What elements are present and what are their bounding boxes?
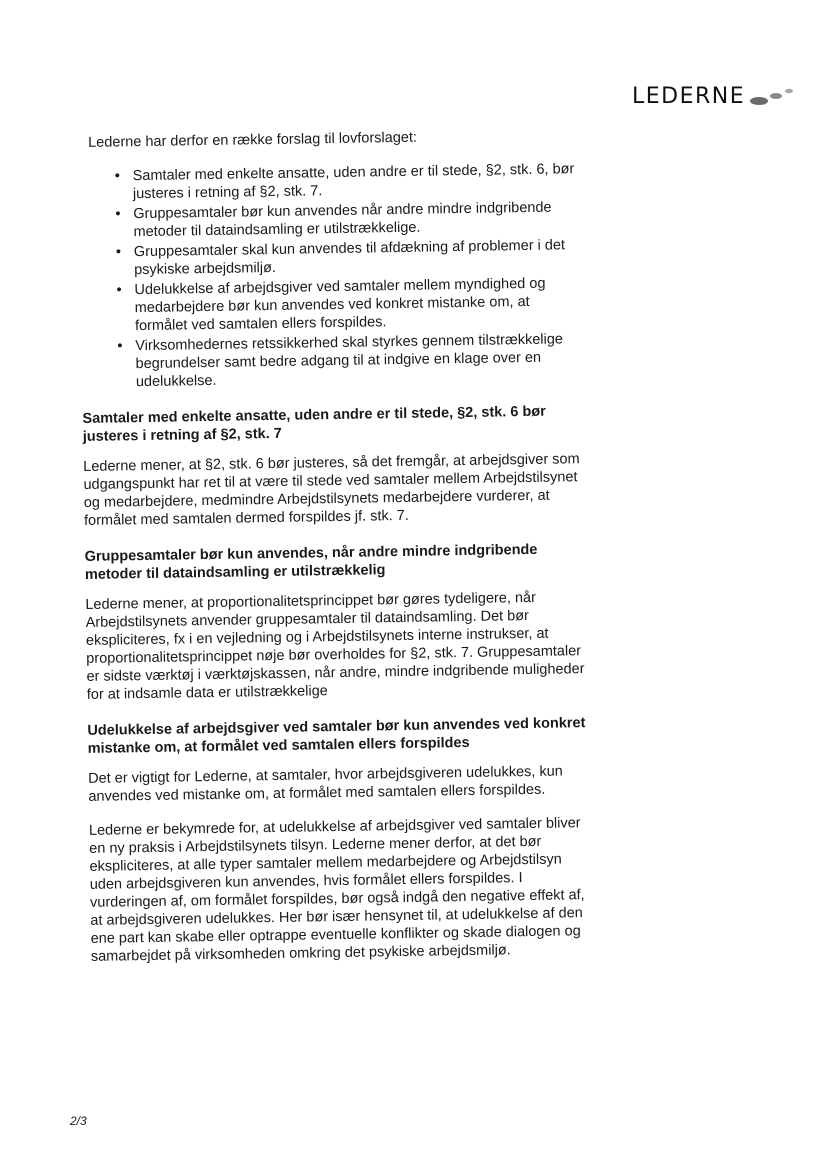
section-individual-interviews	[82, 402, 584, 530]
list-item-text: Udelukkelse af arbejdsgiver ved samtaler mellem myndighed og medarbejdere bør kun anvendes ved konkret mistanke om, at formålet ved samtalen ellers forspildes.	[134, 275, 546, 335]
list-item-text: Gruppesamtaler skal kun anvendes til afdækning af problemer i det psykiske arbejdsmiljø.	[133, 237, 566, 279]
section-paragraph: Lederne er bekymrede for, at udelukkelse af arbejdsgiver ved samtaler bliver en ny praksis i Arbejdstilsynets tilsyn. Lederne mener derfor, at det bør ekspliciteres, at alle typer samtaler mellem medarbejdere og Arbejdstilsyn uden arbejdsgiveren kun anvendes, hvis formålet ellers forspildes. I vurderingen af, om formålet forspildes, bør også indgå den negative effekt af, at arbejdsgiveren udelukkes. Her bør især hensynet til, at udelukkelse af den ene part kan skabe eller optrappe eventuelle konflikter og skade dialogen og samarbejdet på virksomheden omkring det psykiske arbejdsmiljø.	[88, 815, 585, 965]
section-paragraph: Det er vigtigt for Lederne, at samtaler, hvor arbejdsgiveren udelukkes, kun anvendes ved mistanke om, at formålet med samtalen ellers forspildes.	[88, 763, 563, 805]
section-heading: Udelukkelse af arbejdsgiver ved samtaler bør kun anvendes ved konkret mistanke om, at formålet ved samtalen ellers forspildes	[87, 715, 586, 757]
bullet-icon: •	[116, 281, 122, 299]
logo-dots-icon	[749, 87, 795, 107]
section-employer-exclusion	[87, 714, 591, 966]
lederne-logo	[632, 86, 795, 108]
document-body	[78, 126, 591, 984]
section-heading: Samtaler med enkelte ansatte, uden andre er til stede, §2, stk. 6 bør justeres i retning af §2, stk. 7	[82, 403, 546, 445]
list-item-text: Samtaler med enkelte ansatte, uden andre er til stede, §2, stk. 6, bør justeres i retning af §2, stk. 7.	[132, 161, 575, 203]
list-item-text: Virksomhedernes retssikkerhed skal styrkes gennem tilstrækkelige begrundelser samt bedre adgang til at indgive en klage over en udelukkelse.	[135, 331, 564, 391]
list-item-text: Gruppesamtaler bør kun anvendes når andre mindre indgribende metoder til dataindsamling er utilstrækkelige.	[133, 199, 552, 241]
bullet-icon: •	[115, 243, 122, 261]
section-heading: Gruppesamtaler bør kun anvendes, når andre mindre indgribende metoder til dataindsamling er utilstrækkelig	[84, 541, 538, 583]
section-paragraph: Lederne mener, at proportionalitetsprincippet bør gøres tydeligere, når Arbejdstilsynets anvender gruppesamtaler til dataindsamling. Det bør ekspliciteres, fx i en vejledning og i Arbejdstilsynets interne instrukser, at proportionalitetsprincippet nøje bør overholdes for §2, stk. 7. Gruppesamtaler er sidste værktøj i værktøjskassen, når andre, mindre indgribende muligheder for at indsamle data er utilstrækkelige	[85, 589, 585, 703]
proposal-list	[79, 160, 582, 392]
list-item	[115, 198, 580, 241]
section-group-interviews	[85, 540, 587, 704]
list-item	[117, 330, 582, 391]
bullet-icon: •	[117, 337, 123, 355]
list-item	[115, 160, 580, 203]
logo-text: LEDERNE	[632, 84, 746, 109]
section-paragraph: Lederne mener, at §2, stk. 6 bør justeres, så det fremgår, at arbejdsgiver som udgangspunkt har ret til at være til stede ved samtaler mellem Arbejdstilsynet og medarbejdere, medmindre Arbejdstilsynets medarbejdere vurderer, at formålet med samtalen dermed forspildes jf. stk. 7.	[83, 451, 580, 529]
list-item	[116, 274, 581, 335]
list-item	[116, 236, 581, 279]
bullet-icon: •	[114, 167, 121, 185]
page-number: 2/3	[70, 1114, 87, 1128]
intro-text: Lederne har derfor en række forslag til lovforslaget:	[88, 129, 418, 151]
bullet-icon: •	[115, 205, 121, 223]
